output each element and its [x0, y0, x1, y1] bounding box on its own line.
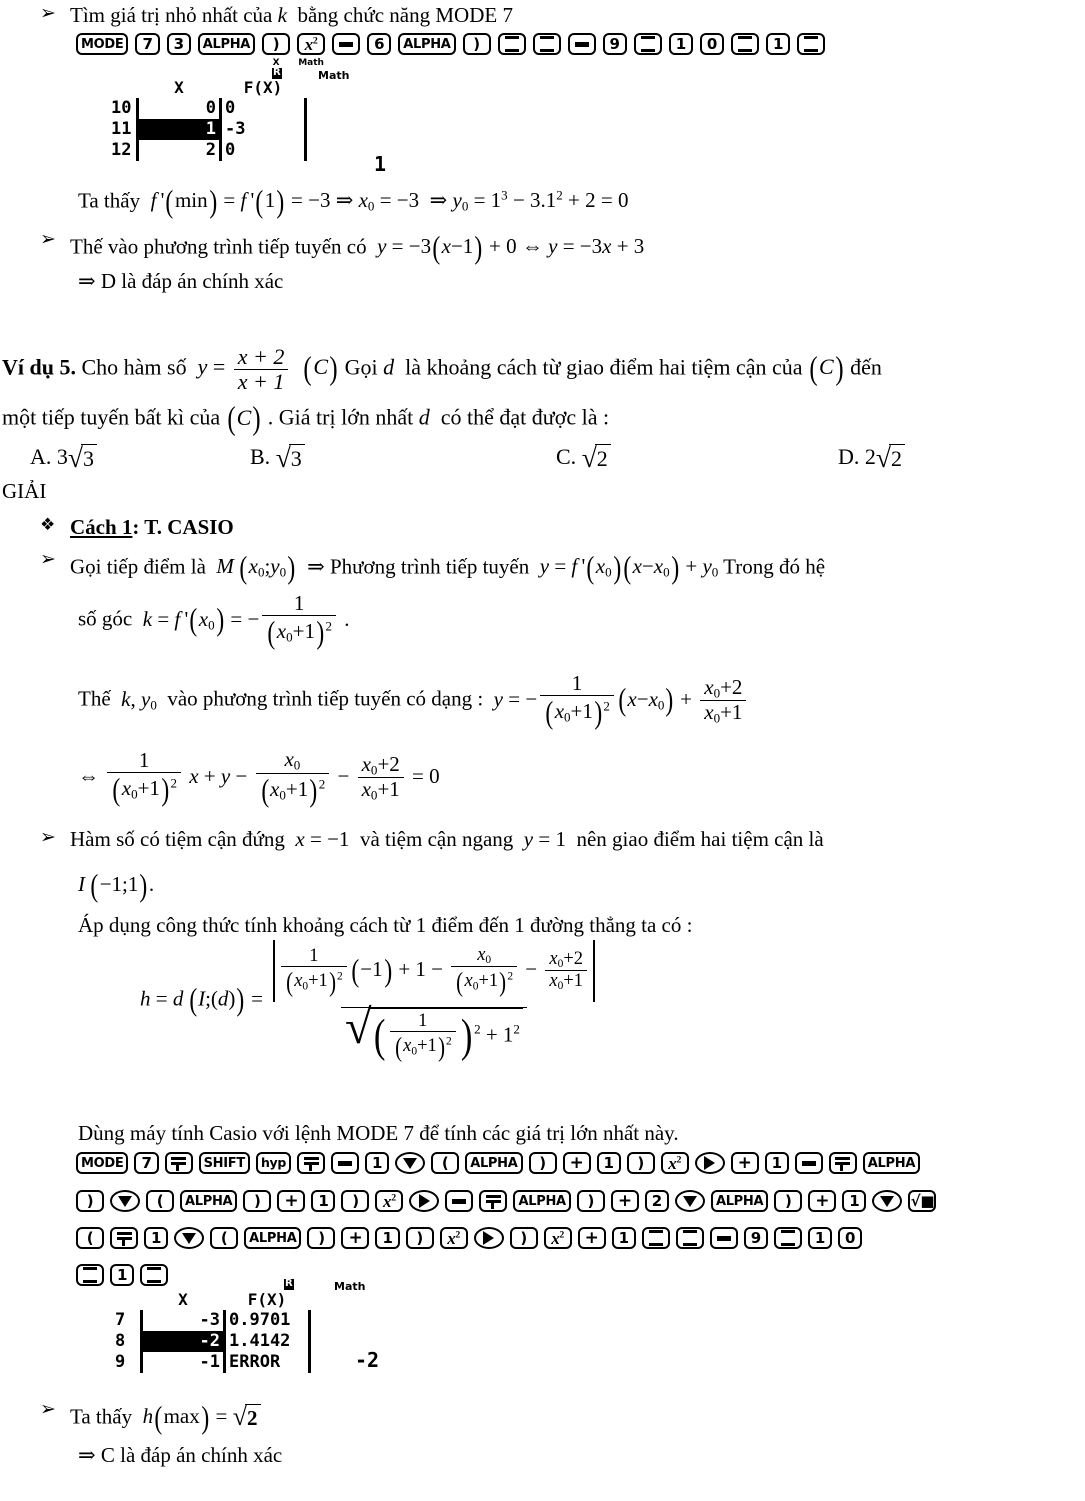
key-fraction[interactable] — [479, 1190, 507, 1213]
step2-text: Thế k, $y_0$ vào phương trình tiếp tuyến có dạng : y = − $\frac{1}{(x_0+1)^2}$ $(x-x_0)$ + $\frac{x_0+2}{x_0+1}$ — [78, 672, 749, 730]
key-sequence-2-row-4 — [76, 1264, 168, 1288]
lcd-row-selected — [112, 1331, 310, 1352]
k-fraction: $\frac{1}{(x_0+1)^2}$ — [262, 592, 336, 650]
lcd-status-badge: R — [285, 1278, 293, 1289]
arrow-bullet-icon: ➢ — [40, 229, 56, 250]
step5-text: Áp dụng công thức tính khoảng cách từ 1 điểm đến 1 đường thẳng ta có : — [78, 913, 693, 937]
key-1[interactable]: 1 — [597, 1152, 621, 1174]
key-minus[interactable] — [710, 1227, 738, 1249]
key-equals[interactable] — [140, 1264, 168, 1288]
final-b: C là đáp án chính xác — [100, 1443, 283, 1467]
lcd-row-fx: ERROR — [225, 1352, 310, 1373]
key-minus[interactable] — [568, 33, 596, 55]
cach1-heading — [70, 514, 234, 541]
option-b-letter: B. — [250, 444, 271, 469]
key-equals[interactable] — [797, 33, 825, 57]
key-plus[interactable]: + — [808, 1190, 836, 1212]
key-1[interactable]: 1 — [144, 1227, 168, 1249]
section1-conclusion-2-row — [40, 228, 644, 269]
example5-line2b: . Giá trị lớn nhất — [267, 404, 414, 430]
lcd-row-index: 9 — [115, 1352, 126, 1372]
key-7[interactable]: 7 — [134, 1152, 158, 1174]
key-1[interactable]: 1 — [765, 1152, 789, 1174]
lcd-row-index: 11 — [111, 119, 132, 139]
key-equals[interactable] — [634, 33, 662, 57]
section1-instruction: Tìm giá trị nhỏ nhất của k bằng chức năng MODE 7 — [70, 3, 513, 27]
key-down-arrow[interactable] — [174, 1227, 204, 1249]
key-alpha[interactable]: ALPHA — [465, 1152, 522, 1174]
option-a-letter: A. — [30, 444, 52, 469]
fraction-numerator: x + 2 — [237, 344, 285, 369]
lcd-header-blank — [112, 1290, 142, 1310]
distance-formula: h = d (I;(d)) = $\frac{1}{(x_0+1)^2}$ (−1) + 1 − $\frac{x_0}{(x_0+1)^2}$ − $\frac{x_0+2}{x_0+1}$ √ ( $\frac{1}{(x_0+1)^2}$ ) $^2 + 1^2$ — [140, 940, 605, 1062]
lcd-row-selected — [108, 119, 306, 140]
step4-b: và tiệm cận ngang — [359, 827, 514, 851]
lcd-row-fx: 0 — [221, 98, 306, 119]
final-a: Ta thấy — [70, 1404, 133, 1429]
distance-main-fraction — [266, 940, 602, 1062]
calculator-display-2 — [112, 1278, 366, 1373]
key-x-squared[interactable]: $x^2$ — [440, 1227, 468, 1249]
step2-fraction-1: $\frac{1}{(x_0+1)^2}$ — [540, 672, 614, 730]
arrow-bullet-icon: ➢ — [40, 3, 56, 24]
key-x-squared[interactable]: $x^2$ — [375, 1190, 403, 1212]
step1-d: số góc — [78, 606, 133, 631]
key-0[interactable]: 0 — [700, 33, 724, 55]
lcd-row — [112, 1310, 310, 1331]
lcd-row — [112, 1352, 310, 1373]
key-right-arrow[interactable] — [474, 1227, 504, 1250]
key-equals[interactable] — [676, 1227, 704, 1251]
example5-statement-line2: một tiếp tuyến bất kì của (C) . Giá trị lớn nhất d có thể đạt được là : — [2, 401, 610, 437]
step6-text: Dùng máy tính Casio với lệnh MODE 7 để tính các giá trị lớn nhất này. — [78, 1121, 679, 1145]
key-paren-left[interactable]: ( — [431, 1152, 459, 1174]
option-a-radicand: 3 — [81, 444, 97, 474]
section1-bullet-row — [40, 2, 513, 29]
concl2-prefix: Thế vào phương trình tiếp tuyến có — [70, 234, 367, 259]
lcd-row-x: 0 — [138, 98, 221, 119]
lcd-header-blank — [108, 78, 138, 98]
step3-fraction-1: $\frac{1}{(x_0+1)^2}$ — [107, 749, 181, 807]
key-paren-right[interactable]: ) — [529, 1152, 557, 1174]
key-x-squared[interactable]: $x^2$ — [661, 1152, 689, 1174]
cach1-row — [40, 514, 234, 541]
lcd-row-fx: 0 — [221, 140, 306, 161]
sqrt-symbol: √ 2 — [233, 1404, 261, 1432]
step1-row — [40, 548, 825, 589]
distance-numerator — [266, 940, 602, 1007]
step3-equation: ⇔ $\frac{1}{(x_0+1)^2}$ x + y − $\frac{x_0}{(x_0+1)^2}$ − $\frac{x_0+2}{x_0+1}$ = 0 — [78, 747, 440, 808]
key-mode[interactable]: MODE — [76, 33, 128, 55]
key-paren-right[interactable]: ) — [463, 33, 491, 55]
option-d[interactable] — [838, 443, 905, 474]
key-paren-right[interactable]: ) — [774, 1190, 802, 1212]
example5-text-d: đến — [850, 354, 882, 380]
key-paren-right-x[interactable]: ) X — [262, 33, 290, 55]
key-9[interactable]: 9 — [744, 1227, 768, 1249]
sqrt-symbol: √ 3 — [276, 444, 305, 474]
key-mode[interactable]: MODE — [76, 1152, 128, 1174]
lcd-table — [112, 1290, 311, 1373]
diamond-bullet-icon: ❖ — [40, 515, 56, 534]
step1-continued: số góc k = f '$(x_0)$ = − $\frac{1}{(x_0+1)^2}$ . — [78, 591, 350, 650]
key-2[interactable]: 2 — [645, 1190, 669, 1212]
step1-text: Gọi tiếp điểm là M $(x_0;y_0)$ ⇒ Phương trình tiếp tuyến y = f '$(x_0)(x-x_0) + y_0$ Trong đó hệ — [70, 550, 826, 585]
step4-a: Hàm số có tiệm cận đứng — [70, 827, 285, 851]
option-d-letter: D. — [838, 444, 860, 469]
key-plus[interactable]: + — [731, 1152, 759, 1174]
num-fraction-1: $\frac{1}{(x_0+1)^2}$ — [281, 946, 347, 997]
lcd-row-index: 7 — [115, 1310, 126, 1330]
lcd-header-row — [112, 1290, 310, 1310]
key-x-squared[interactable]: $x^2$ Math — [298, 34, 324, 68]
step4-point: I (−1;1). — [78, 868, 155, 903]
option-c[interactable] — [556, 443, 611, 474]
key-plus[interactable]: + — [277, 1190, 305, 1212]
key-paren-right[interactable]: ) — [341, 1190, 369, 1212]
final-answer: ⇒ C là đáp án chính xác — [78, 1443, 283, 1467]
key-sequence-2-row-2 — [76, 1190, 936, 1213]
key-paren-right[interactable]: ) — [76, 1190, 104, 1212]
key-sublabel-x: X — [272, 58, 280, 68]
sqrt-symbol: √ 2 — [876, 444, 905, 474]
lcd-row-x: -3 — [142, 1310, 225, 1331]
cach1-rest: : T. CASIO — [132, 515, 234, 539]
step1-a: Gọi tiếp điểm là — [70, 554, 206, 579]
section1-conclusion-2: Thế vào phương trình tiếp tuyến có y = −3(x−1) + 0 ⇔ y = −3x + 3 — [70, 230, 645, 265]
option-b-radicand: 3 — [289, 444, 305, 474]
section1-conclusion-1: Ta thấy f '(min) = f '(1) = −3 ⇒ $x_0 = -3$ ⇒ $y_0 = 1^3 - 3.1^2 + 2 = 0$ — [78, 184, 629, 219]
key-plus[interactable]: + — [611, 1190, 639, 1212]
giai-heading: GIẢI — [2, 479, 47, 503]
step4-c: nên giao điểm hai tiệm cận là — [576, 827, 824, 851]
key-shift[interactable]: SHIFT — [199, 1152, 250, 1174]
lcd-header-x: X — [174, 78, 184, 97]
key-plus[interactable]: + — [563, 1152, 591, 1174]
key-paren-left[interactable]: ( — [76, 1227, 104, 1249]
key-alpha[interactable]: ALPHA — [711, 1190, 768, 1212]
lcd-header-fx: F(X) — [243, 78, 283, 97]
lcd-row-x: 1 — [138, 119, 221, 140]
arrow-bullet-icon: ➢ — [40, 827, 56, 848]
arrow-bullet-icon: ➢ — [40, 549, 56, 570]
key-equals[interactable] — [76, 1264, 104, 1288]
step1-b: Phương trình tiếp tuyến — [330, 554, 530, 579]
option-d-radicand: 2 — [889, 444, 905, 474]
key-0[interactable]: 0 — [838, 1227, 862, 1249]
key-equals[interactable] — [774, 1227, 802, 1251]
example5-line2a: một tiếp tuyến bất kì của — [2, 404, 221, 430]
section1-conclusion-3: ⇒ D là đáp án chính xác — [78, 269, 284, 293]
num-fraction-2: $\frac{x_0}{(x_0+1)^2}$ — [451, 945, 517, 997]
key-paren-left[interactable]: ( — [146, 1190, 174, 1212]
step2-a: Thế — [78, 686, 111, 711]
key-right-arrow[interactable] — [695, 1152, 725, 1175]
key-down-arrow[interactable] — [395, 1152, 425, 1174]
key-right-arrow[interactable] — [409, 1190, 439, 1213]
option-b[interactable] — [250, 443, 305, 474]
key-1[interactable]: 1 — [842, 1190, 866, 1212]
key-paren-right[interactable]: ) — [577, 1190, 605, 1212]
key-minus[interactable] — [795, 1152, 823, 1174]
lcd2-annotation: -2 — [355, 1348, 380, 1372]
key-equals[interactable] — [498, 33, 526, 57]
lcd-row-x: -1 — [142, 1352, 225, 1373]
key-6[interactable]: 6 — [367, 33, 391, 55]
key-1[interactable]: 1 — [365, 1152, 389, 1174]
lcd-row — [108, 98, 306, 119]
key-x-squared[interactable]: $x^2$ — [544, 1227, 572, 1249]
example5-statement-line1: Ví dụ 5. Cho hàm số y = $\frac{x + 2}{x + 1}$ (C) Gọi d là khoảng cách từ giao điểm hai tiệm cận của (C) đến — [2, 344, 882, 394]
key-fraction[interactable] — [829, 1152, 857, 1175]
lcd-status-math: Math — [318, 69, 350, 82]
step1-c: Trong đó hệ — [723, 554, 826, 579]
num-fraction-3: $\frac{x_0+2}{x_0+1}$ — [545, 949, 587, 993]
key-1[interactable]: 1 — [375, 1227, 399, 1249]
key-sequence-2-row-1 — [76, 1152, 920, 1175]
lcd-status-math: Math — [334, 1280, 366, 1293]
lcd-row-x: -2 — [142, 1331, 225, 1352]
key-alpha[interactable]: ALPHA — [180, 1190, 237, 1212]
lcd-row-fx: -3 — [221, 119, 306, 140]
lcd-header-fx: F(X) — [247, 1290, 287, 1309]
key-square-root[interactable]: √■ — [908, 1190, 936, 1212]
lcd-row-x: 2 — [138, 140, 221, 161]
den-inner-fraction: $\frac{1}{(x_0+1)^2}$ — [390, 1011, 456, 1062]
option-c-letter: C. — [556, 444, 577, 469]
sqrt-symbol: √ 2 — [582, 444, 611, 474]
key-down-arrow[interactable] — [675, 1190, 705, 1212]
step3-fraction-3: $\frac{x_0+2}{x_0+1}$ — [358, 753, 404, 803]
option-a[interactable] — [30, 443, 97, 474]
option-c-radicand: 2 — [595, 444, 611, 474]
lcd-table — [108, 78, 307, 161]
key-1[interactable]: 1 — [110, 1264, 134, 1286]
key-1[interactable]: 1 — [311, 1190, 335, 1212]
key-fraction[interactable] — [297, 1152, 325, 1175]
step3-fraction-2: $\frac{x_0}{(x_0+1)^2}$ — [256, 748, 330, 808]
key-alpha[interactable]: ALPHA — [863, 1152, 920, 1174]
step4-row — [40, 826, 824, 853]
lcd-row-index: 8 — [115, 1331, 126, 1351]
lcd-status-badge: R — [273, 67, 281, 78]
key-sublabel-math: Math — [298, 58, 324, 68]
step2-b: vào phương trình tiếp tuyến có dạng : — [167, 686, 484, 711]
key-alpha[interactable]: ALPHA — [198, 33, 255, 55]
key-paren-right[interactable]: ) — [307, 1227, 335, 1249]
key-3[interactable]: 3 — [167, 33, 191, 55]
key-sequence-2-row-3 — [76, 1227, 862, 1251]
sqrt-symbol: √ 3 — [68, 444, 97, 474]
function-fraction — [234, 345, 289, 394]
lcd-row-fx: 0.9701 — [225, 1310, 310, 1331]
key-1[interactable]: 1 — [766, 33, 790, 55]
key-minus[interactable] — [332, 33, 360, 55]
example5-line2c: có thể đạt được là : — [440, 404, 610, 430]
lcd-row — [108, 140, 306, 161]
key-sequence-1 — [76, 33, 825, 68]
key-equals[interactable] — [731, 33, 759, 57]
final-row — [40, 1398, 261, 1439]
option-d-coefficient: 2 — [864, 444, 876, 469]
arrow-bullet-icon: ➢ — [40, 1399, 56, 1420]
sqrt-symbol: √ ( $\frac{1}{(x_0+1)^2}$ ) $^2 + 1^2$ — [345, 1008, 523, 1062]
key-hyp[interactable]: hyp — [256, 1152, 291, 1174]
key-down-arrow[interactable] — [872, 1190, 902, 1212]
key-paren-left[interactable]: ( — [210, 1227, 238, 1249]
key-paren-right[interactable]: ) — [627, 1152, 655, 1174]
key-alpha[interactable]: ALPHA — [244, 1227, 301, 1249]
example5-text-c: là khoảng cách từ giao điểm hai tiệm cận của — [405, 354, 803, 380]
key-fraction[interactable] — [110, 1227, 138, 1250]
key-paren-right[interactable]: ) — [510, 1227, 538, 1249]
key-plus[interactable]: + — [341, 1227, 369, 1249]
step2-fraction-2: $\frac{x_0+2}{x_0+1}$ — [700, 676, 746, 726]
step4-text: Hàm số có tiệm cận đứng x = −1 và tiệm cận ngang y = 1 nên giao điểm hai tiệm cận là — [70, 827, 824, 851]
lcd-row-index: 10 — [111, 98, 132, 118]
lcd-row-index: 12 — [111, 140, 132, 160]
key-paren-right[interactable]: ) — [243, 1190, 271, 1212]
page-number-1: 1 — [374, 152, 387, 176]
example5-label: Ví dụ 5. — [2, 354, 76, 380]
option-a-coefficient: 3 — [56, 444, 68, 469]
fraction-denominator: x + 1 — [234, 369, 289, 394]
lcd-row-fx: 1.4142 — [225, 1331, 310, 1352]
key-fraction[interactable] — [165, 1152, 193, 1175]
example5-text-b: Gọi — [344, 354, 378, 380]
cach1-label: Cách 1 — [70, 515, 133, 539]
key-minus[interactable] — [331, 1152, 359, 1174]
key-7[interactable]: 7 — [135, 33, 159, 55]
key-9[interactable]: 9 — [603, 33, 627, 55]
key-plus[interactable]: + — [578, 1227, 606, 1249]
key-minus[interactable] — [445, 1190, 473, 1212]
distance-denominator — [341, 1000, 527, 1062]
final-text: Ta thấy h(max) = √ 2 — [70, 1398, 261, 1439]
calculator-display-1 — [108, 67, 350, 161]
key-1[interactable]: 1 — [612, 1227, 636, 1249]
key-equals[interactable] — [642, 1227, 670, 1251]
key-1[interactable]: 1 — [669, 33, 693, 55]
key-down-arrow[interactable] — [110, 1190, 140, 1212]
key-1[interactable]: 1 — [808, 1227, 832, 1249]
key-equals[interactable] — [533, 33, 561, 57]
lcd-header-row — [108, 78, 306, 98]
absolute-value: $\frac{1}{(x_0+1)^2}$ (−1) + 1 − $\frac{x_0}{(x_0+1)^2}$ − $\frac{x_0+2}{x_0+1}$ — [270, 940, 598, 1002]
concl3-text: D là đáp án chính xác — [100, 269, 284, 293]
example5-text-a: Cho hàm số — [81, 354, 187, 380]
key-paren-right[interactable]: ) — [406, 1227, 434, 1249]
concl1-prefix: Ta thấy — [78, 188, 141, 213]
lcd-header-x: X — [178, 1290, 188, 1309]
key-alpha[interactable]: ALPHA — [513, 1190, 570, 1212]
key-alpha[interactable]: ALPHA — [398, 33, 455, 55]
